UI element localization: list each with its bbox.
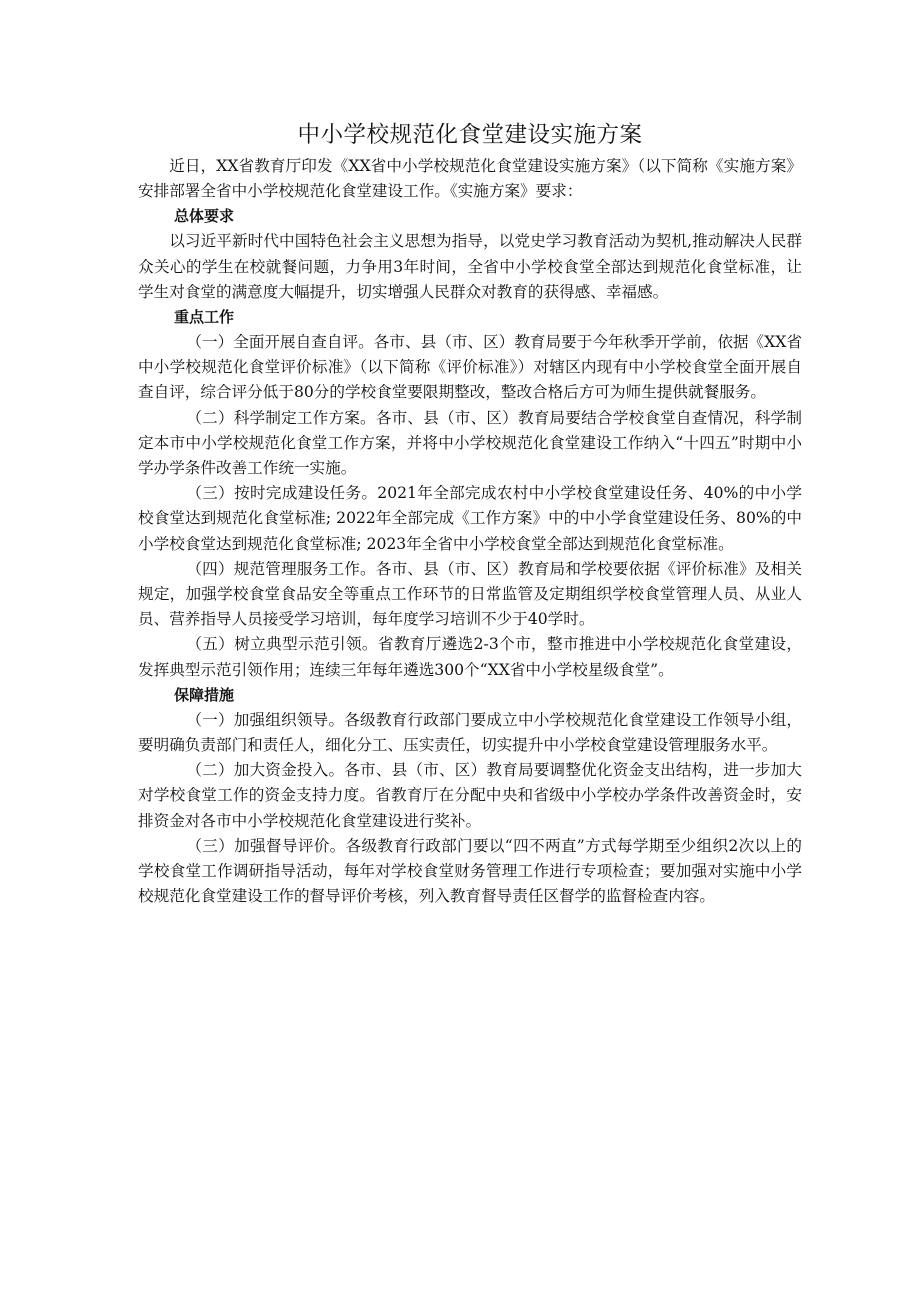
document-title: 中小学校规范化食堂建设实施方案 (297, 122, 643, 148)
key-work-item-1: （一）全面开展自查自评。各市、县（市、区）教育局要于今年秋季开学前，依据《XX省中小学校规范化食堂评价标准》（以下简称《评价标准》）对辖区内现有中小学校食堂全面开展自查自评，综合评分低于80分的学校食堂要限期整改，整改合格后方可为师生提供就餐服务。 (138, 333, 802, 402)
section-heading-general: 总体要求 (174, 207, 235, 226)
key-work-item-2: （二）科学制定工作方案。各市、县（市、区）教育局要结合学校食堂自查情况，科学制定本市中小学校规范化食堂工作方案，并将中小学校规范化食堂建设工作纳入“十四五”时期中小学办学条件改善工作统一实施。 (138, 408, 802, 478)
key-work-item-4: （四）规范管理服务工作。各市、县（市、区）教育局和学校要依据《评价标准》及相关规定，加强学校食堂食品安全等重点工作环节的日常监管及定期组织学校食堂管理人员、从业人员、营养指导人员接受学习培训，每年度学习培训不少于40学时。 (138, 559, 802, 629)
safeguard-item-3: （三）加强督导评价。各级教育行政部门要以“四不两直”方式每学期至少组织2次以上的学校食堂工作调研指导活动，每年对学校食堂财务管理工作进行专项检查；要加强对实施中小学校规范化食堂建设工作的督导评价考核，列入教育督导责任区督学的监督检查内容。 (138, 836, 802, 906)
document-page (138, 120, 802, 909)
key-work-item-3: （三）按时完成建设任务。2021年全部完成农村中小学校食堂建设任务、40%的中小学校食堂达到规范化食堂标准; 2022年全部完成《工作方案》中的中小学食堂建设任务、80%的中小学校食堂达到规范化食堂标准; 2023年全省中小学校食堂全部达到规范化食堂标准。 (138, 484, 802, 553)
safeguard-item-1: （一）加强组织领导。各级教育行政部门要成立中小学校规范化食堂建设工作领导小组，要明确负责部门和责任人，细化分工、压实责任，切实提升中小学校食堂建设管理服务水平。 (138, 710, 802, 755)
safeguard-item-2: （二）加大资金投入。各市、县（市、区）教育局要调整优化资金支出结构，进一步加大对学校食堂工作的资金支持力度。省教育厅在分配中央和省级中小学校办学条件改善资金时，安排资金对各市中小学校规范化食堂建设进行奖补。 (138, 761, 802, 830)
intro-paragraph: 近日，XX省教育厅印发《XX省中小学校规范化食堂建设实施方案》（以下简称《实施方案》安排部署全省中小学校规范化食堂建设工作。《实施方案》要求： (138, 157, 802, 201)
general-requirements-paragraph: 以习近平新时代中国特色社会主义思想为指导，以党史学习教育活动为契机,推动解决人民群众关心的学生在校就餐问题，力争用3年时间，全省中小学校食堂全部达到规范化食堂标准，让学生对食堂的满意度大幅提升，切实增强人民群众对教育的获得感、幸福感。 (138, 232, 802, 301)
section-heading-safeguards: 保障措施 (174, 685, 235, 704)
key-work-item-5: （五）树立典型示范引领。省教育厅遴选2-3个市，整市推进中小学校规范化食堂建设，发挥典型示范引领作用；连续三年每年遴选300个“XX省中小学校星级食堂”。 (138, 635, 802, 679)
section-heading-key-work: 重点工作 (174, 308, 235, 327)
